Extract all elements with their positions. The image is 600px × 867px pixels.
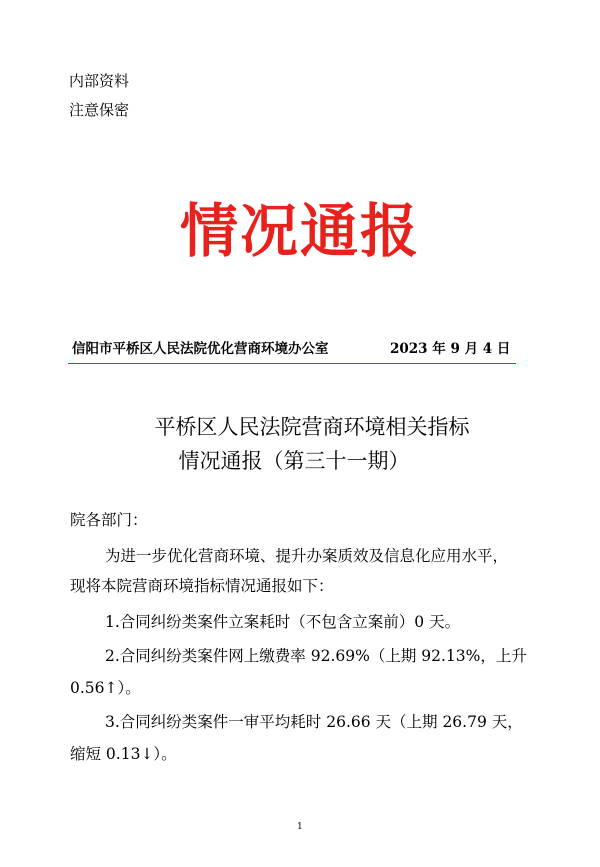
item-3-line-2: 缩短 0.13↓）。	[70, 745, 177, 763]
issuer-office: 信阳市平桥区人民法院优化营商环境办公室	[72, 341, 329, 357]
document-title-line-1: 平桥区人民法院营商环境相关指标	[154, 415, 470, 439]
salutation: 院各部门：	[70, 511, 148, 529]
page-number: 1	[297, 822, 303, 832]
paragraph-intro-1: 为进一步优化营商环境、提升办案质效及信息化应用水平，	[105, 547, 509, 565]
red-divider	[68, 363, 516, 364]
item-2-line-2: 0.56↑）。	[70, 679, 141, 697]
paragraph-intro-2: 现将本院营商环境指标情况通报如下：	[70, 577, 334, 595]
item-2-line-1: 2.合同纠纷类案件网上缴费率 92.69%（上期 92.13%，上升	[105, 647, 527, 665]
item-3-line-1: 3.合同纠纷类案件一审平均耗时 26.66 天（上期 26.79 天，	[105, 713, 523, 731]
issuer-row	[72, 337, 532, 357]
classification-internal: 内部资料	[69, 72, 130, 90]
issue-date: 2023 年 9 月 4 日	[390, 341, 511, 357]
classification-confidential: 注意保密	[69, 101, 130, 119]
document-title-line-2: 情况通报（第三十一期）	[178, 449, 410, 473]
banner-title: 情况通报	[179, 197, 420, 265]
item-1: 1.合同纠纷类案件立案耗时（不包含立案前）0 天。	[105, 613, 461, 631]
